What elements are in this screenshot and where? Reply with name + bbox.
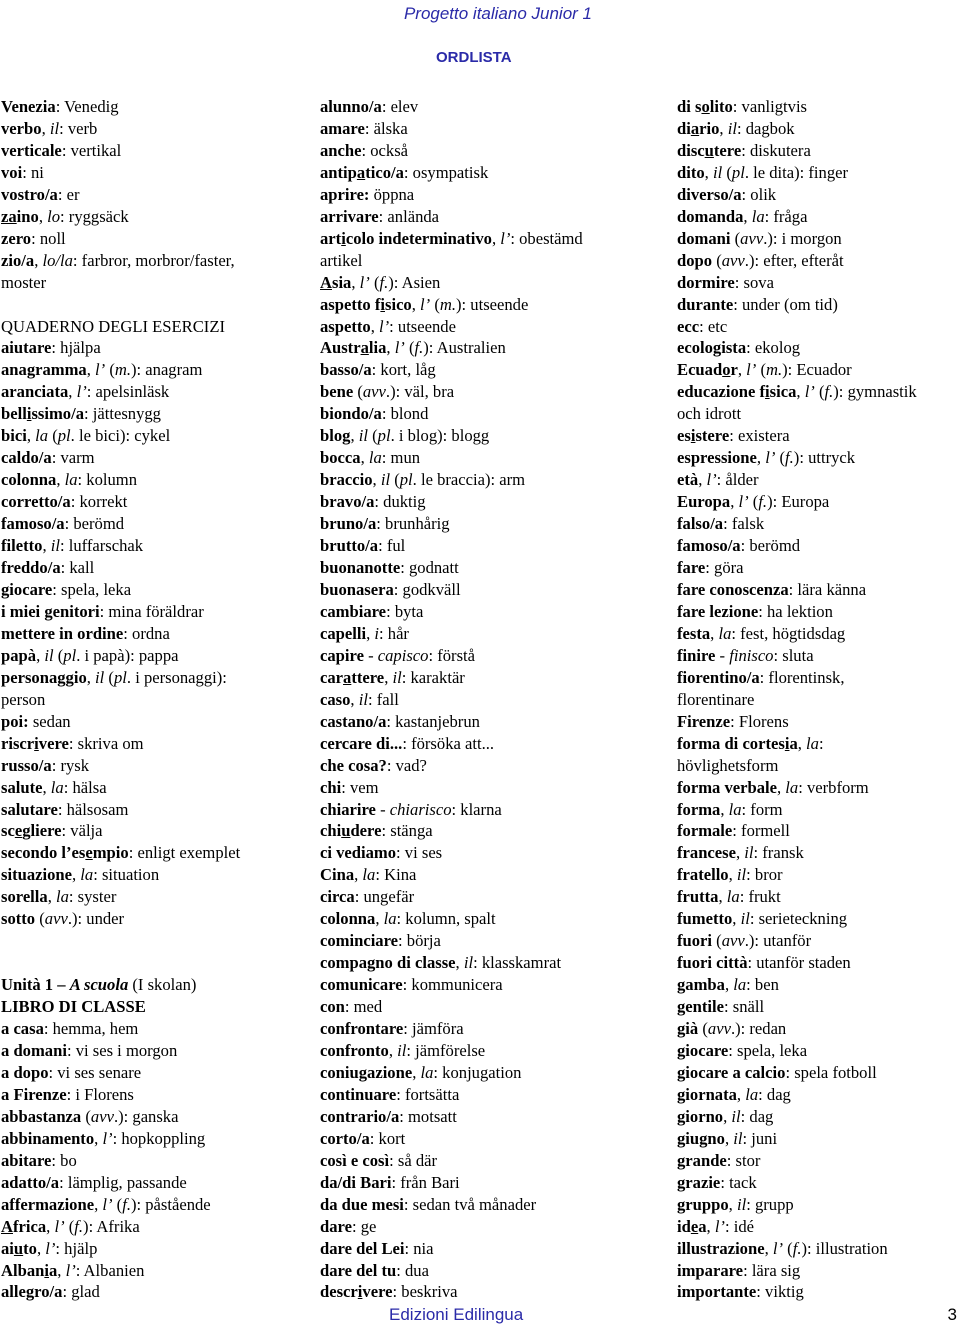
glossary-entry: da due mesi: sedan två månader xyxy=(320,1194,537,1214)
glossary-entry: zaino, lo: ryggsäck xyxy=(1,206,129,226)
glossary-entry: giorno, il: dag xyxy=(677,1106,774,1126)
glossary-entry: a casa: hemma, hem xyxy=(1,1019,139,1039)
glossary-entry: confrontare: jämföra xyxy=(320,1019,464,1039)
glossary-entry: gruppo, il: grupp xyxy=(677,1194,794,1214)
glossary-entry: cercare di...: försöka att... xyxy=(320,733,495,753)
glossary-entry: caso, il: fall xyxy=(320,689,399,709)
glossary-entry: grazie: tack xyxy=(677,1172,757,1192)
glossary-entry: Australia, l’ (f.): Australien xyxy=(320,338,506,358)
glossary-entry: arrivare: anlända xyxy=(320,206,440,226)
glossary-entry: och idrott xyxy=(677,404,742,424)
glossary-entry: circa: ungefär xyxy=(320,887,415,907)
glossary-entry: domani (avv.): i morgon xyxy=(677,228,842,248)
glossary-entry: falso/a: falsk xyxy=(677,514,765,534)
glossary-entry: caldo/a: varm xyxy=(1,448,95,468)
glossary-entry: sorella, la: syster xyxy=(1,887,117,907)
glossary-entry: forma verbale, la: verbform xyxy=(677,777,869,797)
glossary-entry: gentile: snäll xyxy=(677,997,765,1017)
glossary-entry: di solito: vanligtvis xyxy=(677,97,808,116)
glossary-entry: Venezia: Venedig xyxy=(1,97,119,116)
glossary-entry: a dopo: vi ses senare xyxy=(1,1062,142,1082)
glossary-entry: personaggio, il (pl. i personaggi): xyxy=(1,667,227,687)
glossary-entry: colonna, la: kolumn, spalt xyxy=(320,909,496,929)
glossary-entry: antipatico/a: osympatisk xyxy=(320,162,489,182)
glossary-entry: Africa, l’ (f.): Afrika xyxy=(1,1216,140,1236)
glossary-entry: blog, il (pl. i blog): blogg xyxy=(320,426,490,446)
glossary-entry: bellissimo/a: jättesnygg xyxy=(1,404,161,424)
glossary-entry: famoso/a: berömd xyxy=(1,514,125,534)
glossary-entry: adatto/a: lämplig, passande xyxy=(1,1172,187,1192)
glossary-entry: filetto, il: luffarschak xyxy=(1,536,144,556)
glossary-entry: zero: noll xyxy=(1,228,66,248)
section-heading: ORDLISTA xyxy=(436,49,512,66)
glossary-entry: dormire: sova xyxy=(677,272,774,292)
glossary-entry: discutere: diskutera xyxy=(677,140,811,160)
footer-publisher: Edizioni Edilingua xyxy=(389,1305,524,1324)
glossary-entry: dopo (avv.): efter, efteråt xyxy=(677,250,844,270)
glossary-entry: bocca, la: mun xyxy=(320,448,421,468)
glossary-entry: Unità 1 – A scuola (I skolan) xyxy=(1,975,197,995)
glossary-entry: amare: älska xyxy=(320,118,408,138)
glossary-entry: allegro/a: glad xyxy=(1,1282,100,1302)
glossary-column-2 xyxy=(320,96,650,1303)
glossary-entry: salutare: hälsosam xyxy=(1,799,129,819)
glossary-entry: francese, il: fransk xyxy=(677,843,804,863)
glossary-entry: fare lezione: ha lektion xyxy=(677,601,833,621)
glossary-entry: vostro/a: er xyxy=(1,184,80,204)
glossary-entry: capelli, i: hår xyxy=(320,623,409,643)
glossary-entry: scegliere: välja xyxy=(1,821,103,841)
glossary-column-3 xyxy=(677,96,960,1303)
glossary-entry: verbo, il: verb xyxy=(1,118,98,138)
glossary-entry: abbastanza (avv.): ganska xyxy=(1,1106,179,1126)
glossary-entry: carattere, il: karaktär xyxy=(320,667,465,687)
glossary-entry: grande: stor xyxy=(677,1150,761,1170)
glossary-entry: artikel xyxy=(320,250,363,270)
glossary-entry: chiarire - chiarisco: klarna xyxy=(320,799,502,819)
glossary-entry: con: med xyxy=(320,997,383,1017)
glossary-entry: mettere in ordine: ordna xyxy=(1,623,170,643)
glossary-entry: a Firenze: i Florens xyxy=(1,1084,134,1104)
glossary-entry: ci vediamo: vi ses xyxy=(320,843,443,863)
glossary-entry: illustrazione, l’ (f.): illustration xyxy=(677,1238,888,1258)
glossary-entry: durante: under (om tid) xyxy=(677,294,838,314)
glossary-entry: fiorentino/a: florentinsk, xyxy=(677,667,845,687)
glossary-entry: secondo l’esempio: enligt exemplet xyxy=(1,843,241,863)
glossary-entry: i miei genitori: mina föräldrar xyxy=(1,601,204,621)
glossary-entry: person xyxy=(1,689,46,709)
glossary-entry: voi: ni xyxy=(1,162,44,182)
glossary-entry: biondo/a: blond xyxy=(320,404,429,424)
glossary-entry: forma, la: form xyxy=(677,799,783,819)
glossary-column-1 xyxy=(1,96,306,1303)
glossary-entry: forma di cortesia, la: xyxy=(677,733,824,753)
glossary-entry: cominciare: börja xyxy=(320,931,441,951)
glossary-entry: Firenze: Florens xyxy=(677,711,789,731)
glossary-entry: domanda, la: fråga xyxy=(677,206,808,226)
glossary-entry: QUADERNO DEGLI ESERCIZI xyxy=(1,316,225,336)
running-header: Progetto italiano Junior 1 xyxy=(403,4,592,23)
glossary-entry: dare: ge xyxy=(320,1216,377,1236)
glossary-entry: diario, il: dagbok xyxy=(677,118,795,138)
glossary-entry: fare: göra xyxy=(677,558,744,578)
glossary-entry: anche: också xyxy=(320,140,409,160)
glossary-entry: che cosa?: vad? xyxy=(320,755,427,775)
glossary-entry: descrivere: beskriva xyxy=(320,1282,458,1302)
glossary-entry: poi: sedan xyxy=(1,711,71,731)
glossary-entry: chiudere: stänga xyxy=(320,821,433,841)
glossary-entry: basso/a: kort, låg xyxy=(320,360,436,380)
glossary-entry: esistere: existera xyxy=(677,426,790,446)
glossary-entry: bruno/a: brunhårig xyxy=(320,514,450,534)
glossary-entry: bene (avv.): väl, bra xyxy=(320,382,455,402)
glossary-entry: brutto/a: ful xyxy=(320,536,406,556)
glossary-entry: giugno, il: juni xyxy=(677,1128,778,1148)
glossary-entry: chi: vem xyxy=(320,777,379,797)
glossary-entry: a domani: vi ses i morgon xyxy=(1,1040,178,1060)
glossary-entry: dare del Lei: nia xyxy=(320,1238,434,1258)
glossary-entry: abitare: bo xyxy=(1,1150,77,1170)
glossary-entry: Asia, l’ (f.): Asien xyxy=(320,272,441,292)
glossary-entry: alunno/a: elev xyxy=(320,97,419,116)
glossary-entry xyxy=(1,294,306,316)
glossary-entry: fuori città: utanför staden xyxy=(677,953,851,973)
glossary-entry: articolo indeterminativo, l’: obestämd xyxy=(320,228,583,248)
glossary-entry: aprire: öppna xyxy=(320,184,415,204)
glossary-entry: dare del tu: dua xyxy=(320,1260,429,1280)
glossary-entry: gamba, la: ben xyxy=(677,975,779,995)
glossary-entry: salute, la: hälsa xyxy=(1,777,107,797)
glossary-entry: fumetto, il: serieteckning xyxy=(677,909,848,929)
glossary-entry: Ecuador, l’ (m.): Ecuador xyxy=(677,360,852,380)
glossary-entry: LIBRO DI CLASSE xyxy=(1,997,146,1017)
glossary-entry: fratello, il: bror xyxy=(677,865,783,885)
glossary-entry: corretto/a: korrekt xyxy=(1,492,128,512)
glossary-entry: riscrivere: skriva om xyxy=(1,733,144,753)
glossary-entry: importante: viktig xyxy=(677,1282,804,1302)
glossary-entry: affermazione, l’ (f.): påstående xyxy=(1,1194,211,1214)
glossary-entry: imparare: lära sig xyxy=(677,1260,801,1280)
page-number: 3 xyxy=(947,1305,957,1324)
glossary-entry: verticale: vertikal xyxy=(1,140,122,160)
glossary-entry: buonasera: godkväll xyxy=(320,579,461,599)
glossary-entry: famoso/a: berömd xyxy=(677,536,801,556)
glossary-entry: corto/a: kort xyxy=(320,1128,406,1148)
glossary-entry: espressione, l’ (f.): uttryck xyxy=(677,448,856,468)
glossary-entry: contrario/a: motsatt xyxy=(320,1106,457,1126)
glossary-entry: papà, il (pl. i papà): pappa xyxy=(1,645,179,665)
glossary-entry: florentinare xyxy=(677,689,755,709)
glossary-entry: frutta, la: frukt xyxy=(677,887,781,907)
glossary-entry: giocare a calcio: spela fotboll xyxy=(677,1062,877,1082)
glossary-entry: Albania, l’: Albanien xyxy=(1,1260,145,1280)
glossary-entry: comunicare: kommunicera xyxy=(320,975,503,995)
glossary-entry: già (avv.): redan xyxy=(677,1019,787,1039)
glossary-entry: moster xyxy=(1,272,47,292)
glossary-entry: anagramma, l’ (m.): anagram xyxy=(1,360,203,380)
glossary-entry: finire - finisco: sluta xyxy=(677,645,814,665)
glossary-entry: ecologista: ekolog xyxy=(677,338,801,358)
glossary-entry: educazione fisica, l’ (f.): gymnastik xyxy=(677,382,917,402)
glossary-entry: fare conoscenza: lära känna xyxy=(677,579,867,599)
glossary-entry: bravo/a: duktig xyxy=(320,492,426,512)
glossary-entry: giornata, la: dag xyxy=(677,1084,791,1104)
glossary-entry: aspetto fisico, l’ (m.): utseende xyxy=(320,294,529,314)
glossary-entry: buonanotte: godnatt xyxy=(320,558,459,578)
glossary-entry: da/di Bari: från Bari xyxy=(320,1172,460,1192)
glossary-entry: fuori (avv.): utanför xyxy=(677,931,812,951)
glossary-entry: bici, la (pl. le bici): cykel xyxy=(1,426,171,446)
glossary-entry: aiutare: hjälpa xyxy=(1,338,101,358)
glossary-entry: aspetto, l’: utseende xyxy=(320,316,456,336)
glossary-entry: ecc: etc xyxy=(677,316,728,336)
glossary-entry: dito, il (pl. le dita): finger xyxy=(677,162,849,182)
glossary-entry: zio/a, lo/la: farbror, morbror/faster, xyxy=(1,250,235,270)
glossary-entry: hövlighetsform xyxy=(677,755,779,775)
glossary-entry: russo/a: rysk xyxy=(1,755,90,775)
glossary-entry: castano/a: kastanjebrun xyxy=(320,711,480,731)
glossary-entry: abbinamento, l’: hopkoppling xyxy=(1,1128,206,1148)
glossary-entry xyxy=(1,952,306,974)
glossary-entry: colonna, la: kolumn xyxy=(1,470,138,490)
glossary-entry: continuare: fortsätta xyxy=(320,1084,460,1104)
glossary-entry: compagno di classe, il: klasskamrat xyxy=(320,953,562,973)
glossary-entry: braccio, il (pl. le braccia): arm xyxy=(320,470,526,490)
glossary-entry: capire - capisco: förstå xyxy=(320,645,476,665)
glossary-entry: diverso/a: olik xyxy=(677,184,777,204)
glossary-entry: Cina, la: Kina xyxy=(320,865,417,885)
glossary-entry: Europa, l’ (f.): Europa xyxy=(677,492,830,512)
glossary-entry: giocare: spela, leka xyxy=(1,579,132,599)
glossary-entry: idea, l’: idé xyxy=(677,1216,754,1236)
glossary-entry: situazione, la: situation xyxy=(1,865,160,885)
glossary-entry: sotto (avv.): under xyxy=(1,909,125,929)
glossary-entry: freddo/a: kall xyxy=(1,558,95,578)
glossary-entry: festa, la: fest, högtidsdag xyxy=(677,623,846,643)
glossary-entry: giocare: spela, leka xyxy=(677,1040,808,1060)
glossary-entry: coniugazione, la: konjugation xyxy=(320,1062,522,1082)
glossary-entry: aiuto, l’: hjälp xyxy=(1,1238,98,1258)
glossary-entry: cambiare: byta xyxy=(320,601,424,621)
glossary-entry: aranciata, l’: apelsinläsk xyxy=(1,382,170,402)
glossary-entry xyxy=(1,930,306,952)
glossary-entry: formale: formell xyxy=(677,821,790,841)
glossary-entry: confronto, il: jämförelse xyxy=(320,1040,486,1060)
glossary-entry: età, l’: ålder xyxy=(677,470,759,490)
glossary-entry: così e così: så där xyxy=(320,1150,438,1170)
